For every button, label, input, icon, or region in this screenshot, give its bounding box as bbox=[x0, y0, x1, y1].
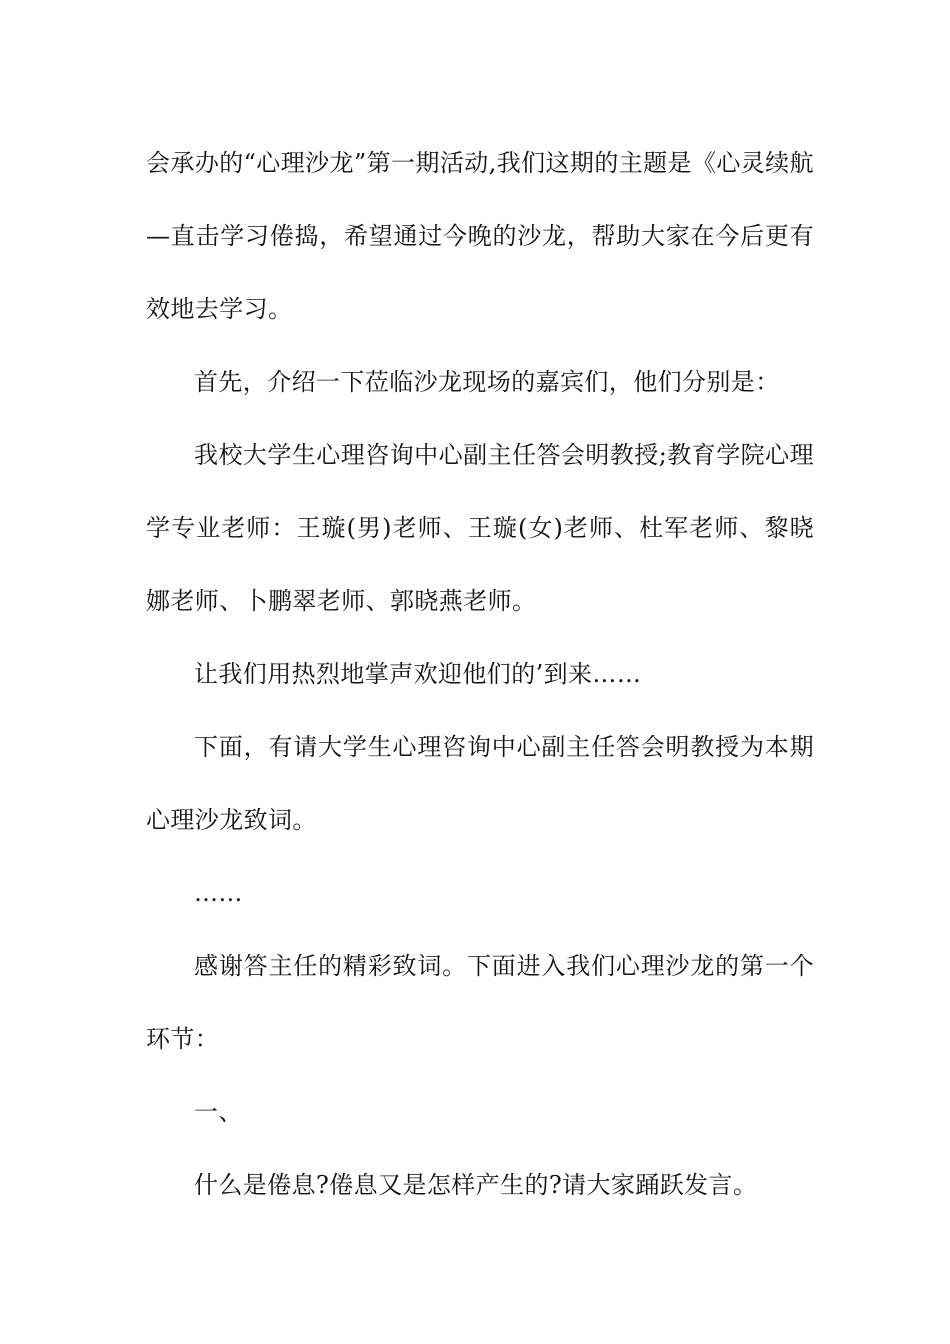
paragraph-guests-list: 我校大学生心理咨询中心副主任答会明教授;教育学院心理学专业老师：王璇(男)老师、王璇(女)老师、杜军老师、黎晓娜老师、卜鹏翠老师、郭晓燕老师。 bbox=[146, 441, 814, 615]
paragraph-invite-speech: 下面，有请大学生心理咨询中心副主任答会明教授为本期心理沙龙致词。 bbox=[146, 733, 814, 834]
paragraph-guests-intro: 首先，介绍一下莅临沙龙现场的嘉宾们，他们分别是： bbox=[194, 368, 780, 396]
paragraph-welcome: 让我们用热烈地掌声欢迎他们的’到来…… bbox=[194, 660, 642, 688]
paragraph-thanks: 感谢答主任的精彩致词。下面进入我们心理沙龙的第一个环节： bbox=[146, 952, 814, 1053]
document-body bbox=[146, 127, 814, 1222]
paragraph-intro: 会承办的“心理沙龙”第一期活动,我们这期的主题是《心灵续航—直击学习倦捣，希望通过今晚的沙龙，帮助大家在今后更有效地去学习。 bbox=[146, 149, 814, 323]
paragraph-ellipsis: …… bbox=[194, 879, 243, 907]
section-heading-one: 一、 bbox=[194, 1098, 243, 1126]
paragraph-question: 什么是倦息?倦息又是怎样产生的?请大家踊跃发言。 bbox=[194, 1171, 758, 1199]
